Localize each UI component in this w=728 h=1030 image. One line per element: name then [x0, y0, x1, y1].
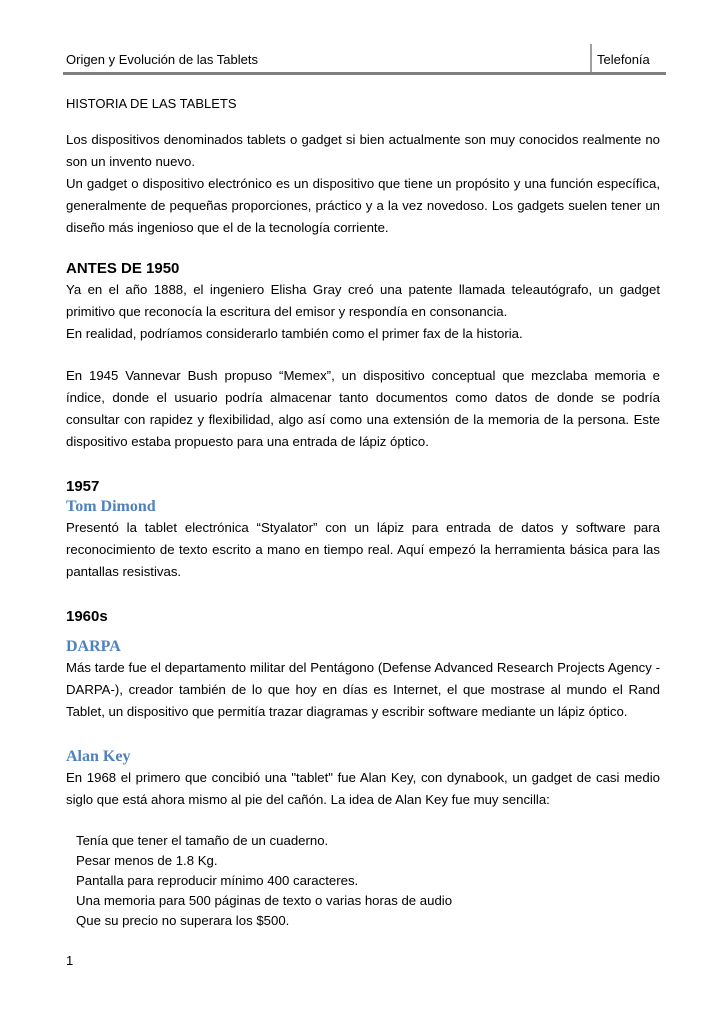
spacer — [66, 453, 660, 477]
antes-1950-paragraph-1: Ya en el año 1888, el ingeniero Elisha Gray creó una patente llamada teleautógrafo, un gadget primitivo que reconocía la escritura del emisor y respondía en consonancia. — [66, 282, 660, 319]
y1957-paragraph-1: Presentó la tablet electrónica “Styalator” con un lápiz para entrada de datos y software para reconocimiento de texto escrito a mano en tiempo real. Aquí empezó la herramienta básica para las pantallas resistivas. — [66, 520, 660, 579]
list-item: Una memoria para 500 páginas de texto o varias horas de audio — [76, 893, 453, 908]
intro-paragraph-1: Los dispositivos denominados tablets o gadget si bien actualmente son muy conocidos realmente no son un invento nuevo. — [66, 132, 660, 169]
spacer — [66, 811, 660, 831]
page-header — [63, 44, 666, 74]
subheading-tom-dimond: Tom Dimond — [66, 498, 156, 515]
y1960s-paragraph-1: Más tarde fue el departamento militar del Pentágono (Defense Advanced Research Projects Agency -DARPA-), creador también de lo que hoy en días es Internet, el que mostrase al mundo el Rand Tablet, un dispositivo que permitía trazar diagramas y escribir software mediante un lápiz óptico. — [66, 660, 660, 719]
list-item: Que su precio no superara los $500. — [76, 913, 290, 928]
header-divider — [590, 44, 592, 74]
spacer — [66, 239, 660, 259]
list-item: Pesar menos de 1.8 Kg. — [76, 853, 218, 868]
page-number: 1 — [66, 953, 74, 968]
intro-paragraph-2: Un gadget o dispositivo electrónico es un dispositivo que tiene un propósito y una función específica, generalmente de pequeñas proporciones, práctico y a la vez novedoso. Los gadgets suelen tener un diseño más ingenioso que el de la tecnología corriente. — [66, 176, 660, 235]
header-section: Telefonía — [597, 52, 650, 67]
alan-key-paragraph-1: En 1968 el primero que concibió una "tablet" fue Alan Key, con dynabook, un gadget de casi medio siglo que está ahora mismo al pie del cañón. La idea de Alan Key fue muy sencilla: — [66, 770, 660, 807]
antes-1950-paragraph-2: En realidad, podríamos considerarlo también como el primer fax de la historia. — [66, 326, 523, 341]
heading-1960s: 1960s — [66, 608, 108, 625]
subheading-alan-key: Alan Key — [66, 748, 131, 765]
subheading-darpa: DARPA — [66, 638, 121, 655]
header-title: Origen y Evolución de las Tablets — [66, 52, 258, 67]
heading-1957: 1957 — [66, 478, 100, 495]
list-item: Pantalla para reproducir mínimo 400 caracteres. — [76, 873, 359, 888]
requirements-list — [66, 831, 660, 931]
spacer — [66, 345, 660, 365]
antes-1950-paragraph-3: En 1945 Vannevar Bush propuso “Memex”, un dispositivo conceptual que mezclaba memoria e índice, donde el usuario podría almacenar tanto documentos como datos de donde se podría consultar con rapidez y flexibilidad, algo así como una extensión de la memoria de la persona. Este dispositivo estaba propuesto para una entrada de lápiz óptico. — [66, 368, 660, 449]
heading-antes-1950: ANTES DE 1950 — [66, 260, 180, 277]
document-title: HISTORIA DE LAS TABLETS — [66, 96, 237, 111]
header-rule — [63, 72, 666, 75]
spacer — [66, 583, 660, 607]
document-body — [66, 94, 660, 931]
spacer — [66, 627, 660, 637]
spacer — [66, 723, 660, 747]
list-item: Tenía que tener el tamaño de un cuaderno. — [76, 833, 329, 848]
